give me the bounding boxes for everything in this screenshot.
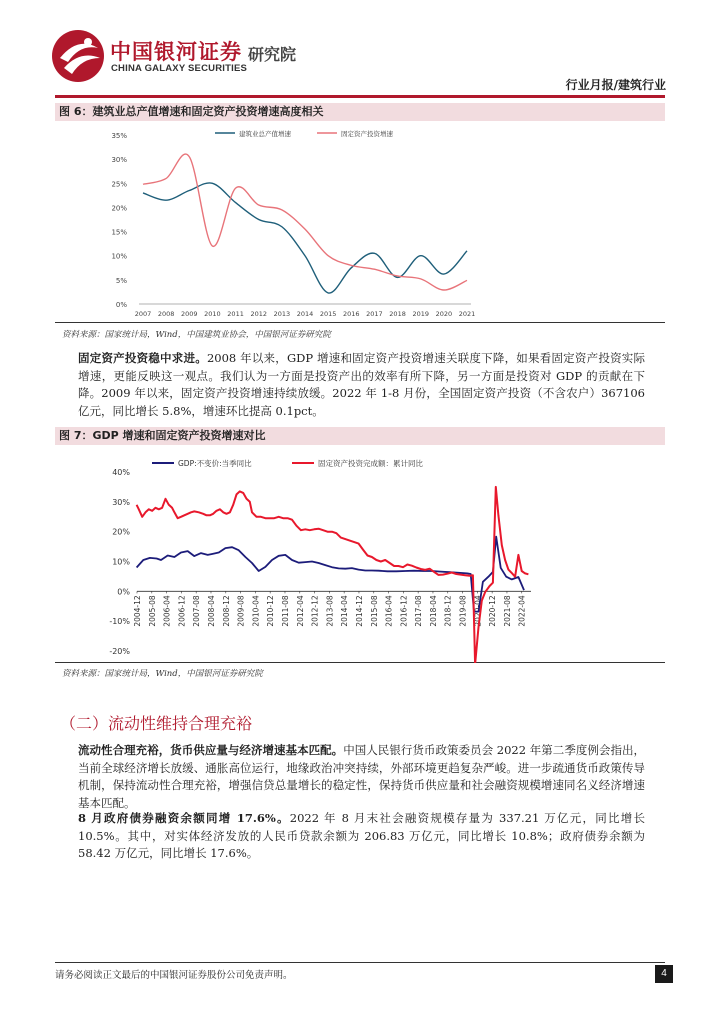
figure7-legend-label-1: GDP:不变价:当季同比: [178, 459, 252, 468]
figure6-y-tick-label: 25%: [111, 180, 127, 189]
figure7-x-tick-label: 2014-04: [340, 595, 350, 627]
logo-english-name: CHINA GALAXY SECURITIES: [111, 63, 248, 74]
figure7-x-tick-label: 2012-12: [310, 595, 320, 627]
figure7-x-tick-label: 2013-08: [325, 595, 335, 627]
figure6-y-tick-label: 30%: [111, 156, 127, 165]
figure6-x-tick-label: 2010: [204, 310, 221, 318]
figure7-x-tick-label: 2005-08: [147, 595, 157, 627]
figure7-x-tick-label: 2010-12: [266, 595, 276, 627]
figure7-container: [55, 445, 665, 663]
paragraph1-text: 2008 年以来，GDP 增速和固定资产投资增速关联度下降，如果看固定资产投资实际增速，更能反映这一观点。我们认为一方面是投资产出的效率有所下降，另一方面是投资对 GDP 的贡献在下降。2009 年以来，固定资产投资增速持续放缓。2022 年 1-8 月份，全国固定资产投资（不含农户）367106 亿元，同比增长 5.8%，增速环比提高 0.1pct。: [78, 351, 646, 418]
figure6-x-tick-label: 2008: [157, 310, 175, 318]
section-title-liquidity: （二）流动性维持合理充裕: [60, 714, 253, 733]
figure6-x-tick-label: 2011: [227, 310, 244, 318]
figure6-x-tick-label: 2007: [134, 310, 152, 318]
logo-institute: 研究院: [248, 45, 297, 64]
figure7-x-tick-label: 2014-12: [354, 595, 364, 627]
figure7-x-tick-label: 2011-08: [280, 595, 290, 627]
figure7-source: 资料来源：国家统计局，Wind，中国银河证券研究院: [62, 669, 263, 679]
footer-divider: [55, 962, 665, 963]
figure6-series-line-2: [143, 154, 467, 290]
paragraph-fixed-asset-investment: [78, 350, 645, 420]
figure6-y-tick-label: 20%: [111, 204, 127, 213]
figure6-x-tick-label: 2013: [273, 310, 291, 318]
figure7-x-tick-label: 2018-04: [428, 595, 438, 627]
footer-disclaimer: 请务必阅读正文最后的中国银河证券股份公司免责声明。: [55, 970, 293, 981]
page-header: [0, 0, 724, 100]
figure6-legend-label-2: 固定资产投资增速: [341, 130, 393, 138]
figure7-x-tick-label: 2016-12: [399, 595, 409, 627]
figure7-y-tick-label: 30%: [112, 497, 130, 507]
figure7-y-tick-label: 40%: [112, 468, 130, 477]
report-type: 行业月报/建筑行业: [565, 78, 666, 92]
figure6-y-tick-label: 5%: [115, 276, 127, 285]
figure7-x-tick-label: 2020-12: [488, 595, 498, 627]
figure6-x-tick-label: 2020: [435, 310, 453, 318]
figure7-y-tick-label: -10%: [109, 617, 130, 627]
figure6-series-line-1: [143, 183, 467, 293]
figure7-x-tick-label: 2012-04: [295, 595, 305, 627]
figure7-x-tick-label: 2020-04: [473, 595, 483, 627]
figure6-x-tick-label: 2014: [296, 310, 314, 318]
paragraph3-text: 2022 年 8 月末社会融资规模存量为 337.21 万亿元，同比增长 10.5%。其中，对实体经济发放的人民币贷款余额为 206.83 万亿元，同比增长 10.8%；政府债券余额为 58.42 万亿元，同比增长 17.6%。: [78, 811, 645, 860]
figure7-x-tick-label: 2004-12: [132, 595, 142, 627]
paragraph-government-bonds: [78, 810, 645, 863]
figure7-x-tick-label: 2019-08: [458, 595, 468, 627]
figure7-x-tick-label: 2010-04: [251, 595, 261, 627]
figure6-chart: [55, 121, 665, 323]
figure7-x-tick-label: 2008-04: [206, 595, 216, 627]
paragraph2-text: 中国人民银行货币政策委员会 2022 年第二季度例会指出，当前全球经济增长放缓、通胀高位运行，地缘政治冲突持续，外部环境更趋复杂严峻。进一步疏通货币政策传导机制，保持流动性合理充裕，增强信贷总量增长的稳定性，保持货币供应量和社会融资规模增速同名义经济增速基本匹配。: [78, 743, 646, 810]
figure7-x-tick-label: 2022-04: [517, 595, 527, 627]
figure7-x-tick-label: 2018-12: [443, 595, 453, 627]
figure6-x-tick-label: 2012: [250, 310, 267, 318]
figure6-x-tick-label: 2016: [343, 310, 360, 318]
figure7-x-tick-label: 2008-12: [221, 595, 231, 627]
figure6-x-tick-label: 2018: [389, 310, 406, 318]
figure7-x-tick-label: 2021-08: [502, 595, 512, 627]
figure7-y-tick-label: 0%: [117, 587, 130, 597]
figure7-x-tick-label: 2006-04: [162, 595, 172, 627]
figure7-series-line-2: [137, 487, 529, 663]
figure6-source: 资料来源：国家统计局，Wind，中国建筑业协会，中国银河证券研究院: [62, 330, 331, 340]
figure7-x-tick-label: 2009-08: [236, 595, 246, 627]
figure6-legend-label-1: 建筑业总产值增速: [239, 130, 291, 138]
figure7-y-tick-label: -20%: [109, 647, 130, 656]
header-divider: [55, 95, 665, 98]
figure7-y-tick-label: 20%: [112, 527, 130, 537]
paragraph2-lead: 流动性合理充裕，货币供应量与经济增速基本匹配。: [78, 743, 344, 757]
galaxy-logo-icon: [50, 28, 106, 84]
figure7-chart: [55, 445, 665, 663]
figure7-legend-label-2: 固定资产投资完成额：累计同比: [318, 459, 423, 468]
figure7-x-tick-label: 2007-08: [192, 595, 202, 627]
figure6-container: [55, 121, 665, 323]
figure7-x-tick-label: 2017-08: [414, 595, 424, 627]
figure6-x-tick-label: 2015: [319, 310, 337, 318]
figure6-y-tick-label: 35%: [111, 132, 127, 140]
paragraph-liquidity: [78, 742, 645, 812]
figure6-y-tick-label: 15%: [111, 228, 127, 237]
figure6-x-tick-label: 2017: [366, 310, 383, 318]
figure7-x-tick-label: 2015-08: [369, 595, 379, 627]
figure6-x-tick-label: 2021: [458, 310, 476, 318]
figure6-y-tick-label: 10%: [111, 252, 127, 261]
page-number: 4: [655, 965, 673, 983]
figure7-y-tick-label: 10%: [112, 557, 130, 567]
figure7-x-tick-label: 2016-04: [384, 595, 394, 627]
figure7-x-tick-label: 2006-12: [177, 595, 187, 627]
paragraph1-lead: 固定资产投资稳中求进。: [78, 351, 207, 365]
figure6-x-tick-label: 2009: [181, 310, 198, 318]
paragraph3-lead: 8 月政府债券融资余额同增 17.6%。: [78, 811, 290, 825]
figure6-x-tick-label: 2019: [412, 310, 429, 318]
figure6-y-tick-label: 0%: [115, 301, 127, 309]
logo-chinese-name: 中国银河证券: [110, 40, 242, 64]
figure7-title: 图 7：GDP 增速和固定资产投资增速对比: [55, 427, 665, 445]
figure6-title: 图 6：建筑业总产值增速和固定资产投资增速高度相关: [55, 103, 665, 121]
